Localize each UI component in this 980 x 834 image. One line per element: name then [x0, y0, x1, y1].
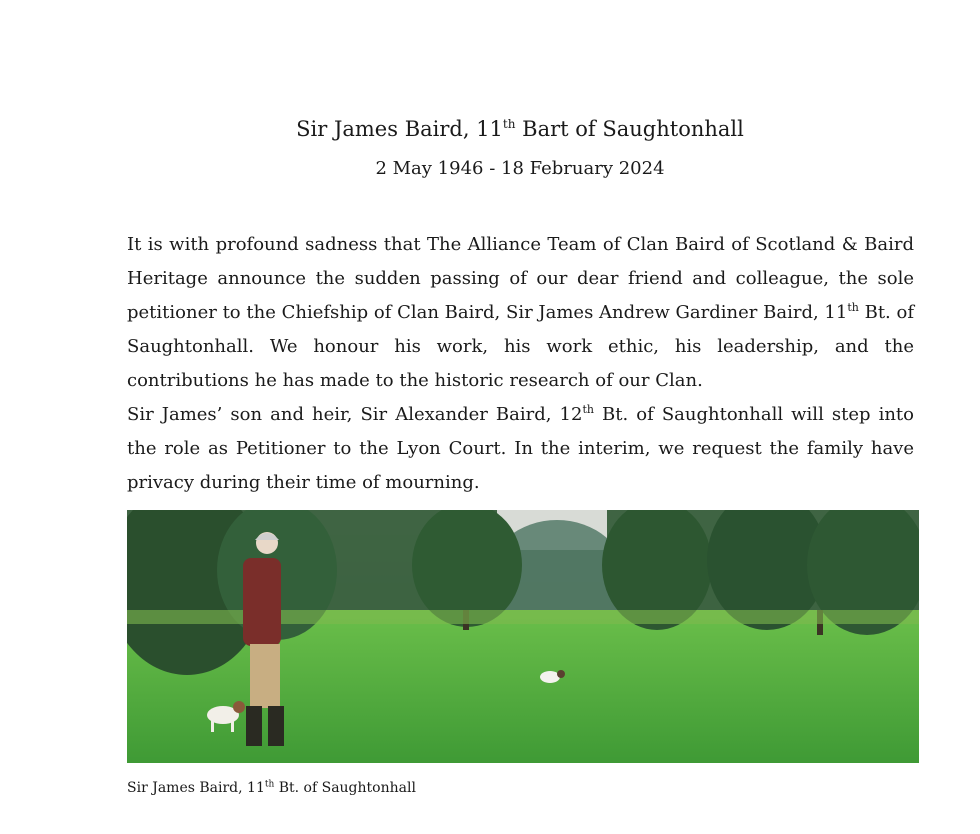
announcement-paragraph-2: [127, 398, 914, 500]
paragraph-2-superscript: th: [582, 403, 594, 416]
caption-suffix: Bt. of Saughtonhall: [274, 780, 416, 796]
paragraph-2-text-b: Bt. of Saughtonhall will step into the role as Petitioner to the Lyon Court. In the interim, we request the family have privacy during their time of mourning.: [127, 404, 914, 493]
paragraph-1-text-b: Bt. of Saughtonhall. We honour his work, his work ethic, his leadership, and the contributions he has made to the historic research of our Clan.: [127, 302, 915, 391]
announcement-paragraph-1: [127, 228, 914, 398]
caption-superscript: th: [264, 779, 275, 790]
title-suffix: Bart of Saughtonhall: [515, 117, 744, 141]
paragraph-2-text-a: Sir James’ son and heir, Sir Alexander Baird, 12: [127, 404, 583, 425]
announcement-text: [127, 228, 914, 500]
photo-caption: [127, 778, 416, 798]
caption-prefix: Sir James Baird, 11: [127, 780, 265, 796]
life-dates: 2 May 1946 - 18 February 2024: [375, 158, 665, 179]
paragraph-1-text-a: It is with profound sadness that The Alliance Team of Clan Baird of Scotland & Baird Heritage announce the sudden passing of our dear friend and colleague, the sole petitioner to the Chiefship of Clan Baird, Sir James Andrew Gardiner Baird, 11: [127, 234, 914, 323]
title-prefix: Sir James Baird, 11: [296, 117, 503, 141]
memorial-photo: [127, 510, 919, 763]
page-title: [0, 114, 980, 144]
paragraph-1-superscript: th: [847, 301, 859, 314]
photo-illustration: [127, 510, 919, 763]
title-superscript: th: [502, 117, 516, 131]
